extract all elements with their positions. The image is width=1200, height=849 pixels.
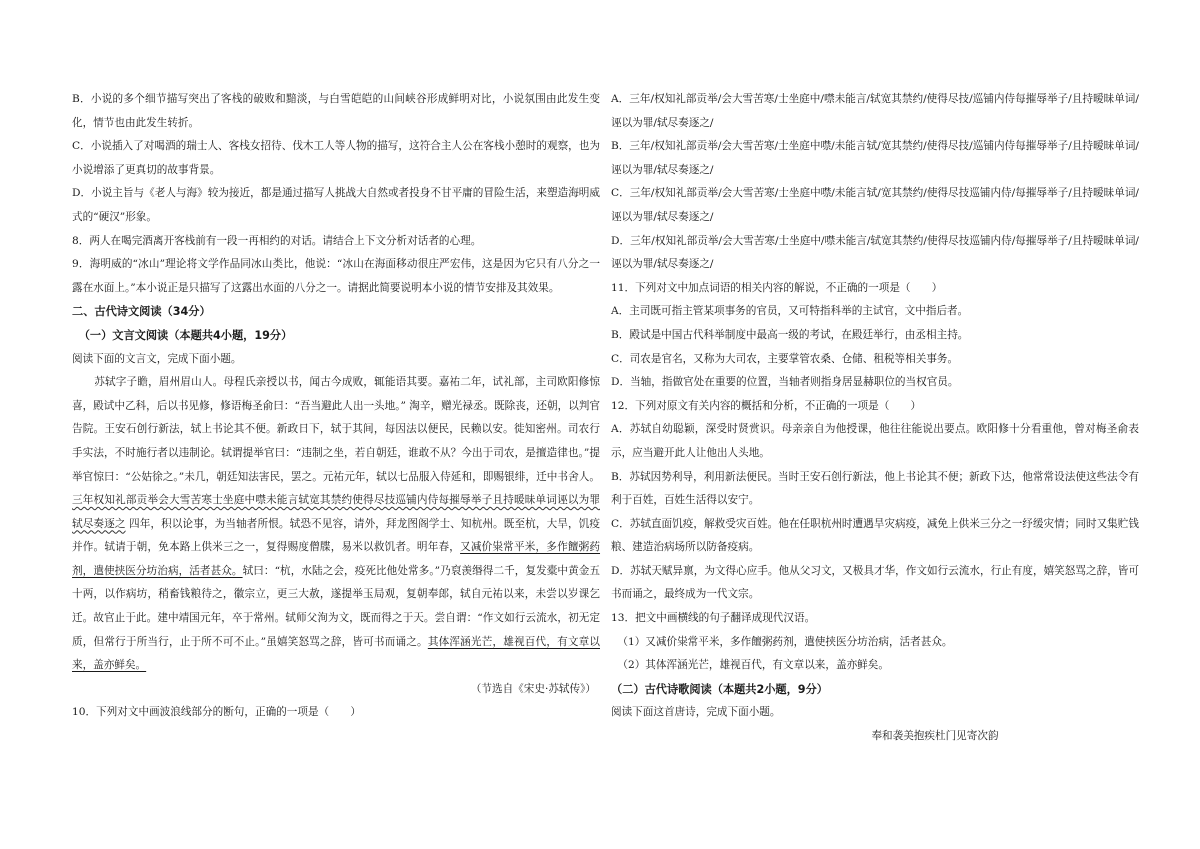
q10-option-c: C．三年/权知礼部贡举/会大雪苦寒/士坐庭中噤/未能言轼/宽其禁约/使得尽技巡铺内侍/每摧辱举子/且持暧昧单词/诬以为罪/轼尽奏逐之/ bbox=[611, 187, 1139, 223]
q7-option-d: D．小说主旨与《老人与海》较为接近，都是通过描写人挑战大自然或者投身不甘平庸的冒险生活，来塑造海明威式的“硬汉”形象。 bbox=[72, 187, 600, 223]
classical-passage bbox=[72, 371, 600, 678]
q12-option-b: B．苏轼因势利导，利用新法便民。当时王安石创行新法，他上书论其不便；新政下达，他常常设法使这些法令有利于百姓，百姓生活得以安宁。 bbox=[611, 470, 1139, 507]
q10-option-d: D．三年/权知礼部贡举/会大雪苦寒/士坐庭中/噤未能言/轼宽其禁约/使得尽技巡铺内侍/每摧辱举子/且持暧昧单词/诬以为罪/轼尽奏逐之/ bbox=[611, 234, 1139, 271]
right-column bbox=[611, 88, 1139, 749]
q11-option-c: C．司农是官名，又称为大司农，主要掌管农桑、仓储、租税等相关事务。 bbox=[611, 352, 959, 365]
question-10: 10．下列对文中画波浪线部分的断句，正确的一项是（ ） bbox=[72, 706, 361, 719]
wavy-underlined-text: 三年权知礼部贡举会大雪苦寒士坐庭中噤未能言轼宽其禁约使得尽技巡铺内侍每摧辱举子且持暖昧单词诬以为罪轼尽奏逐之 bbox=[72, 494, 600, 530]
question-9: 9．海明威的“冰山”理论将文学作品同冰山类比，他说：“冰山在海面移动很庄严宏伟，这是因为它只有八分之一露在水面上。”本小说正是只描写了这露出水面的八分之一。请据此简要说明本小说的情节安排及其效果。 bbox=[72, 258, 600, 294]
q13-item-2: （2）其体浑涵光芒，雄视百代，有文章以来，盖亦鲜矣。 bbox=[617, 659, 889, 672]
q10-option-b: B．三年/权知礼部贡举/会大雪苦寒/士坐庭中噤/未能言轼/宽其禁约/使得尽技/巡铺内侍每摧辱举子/且持暧昧单词/诬以为罪/轼尽奏逐之/ bbox=[611, 140, 1139, 176]
question-12: 12．下列对原文有关内容的概括和分析，不正确的一项是（ ） bbox=[611, 399, 922, 412]
q11-option-d: D．当轴，指做官处在重要的位置，当轴者则指身居显赫职位的当权官员。 bbox=[611, 376, 959, 389]
underlined-sentence-2: 其体浑涵光芒，雄视百代，有文章以来，盖亦鲜矣。 bbox=[72, 635, 600, 672]
section-2-1-heading: （一）文言文阅读（本题共4小题，19分） bbox=[78, 328, 293, 342]
underlined-sentence-1: 又减价粜常平米，多作饘粥药剂，遣使挟医分坊治病，活者甚众。 bbox=[72, 541, 601, 577]
poem-title: 奉和袭美抱疾杜门见寄次韵 bbox=[871, 730, 999, 743]
q12-option-c: C．苏轼直面饥疫，解救受灾百姓。他在任职杭州时遭遇旱灾病疫，减免上供米三分之一纾缓灾情；同时又集贮钱粮、建造治病场所以防备疫病。 bbox=[611, 517, 1139, 554]
q7-option-c: C．小说插入了对喝酒的瑞士人、客栈女招待、伐木工人等人物的描写，这符合主人公在客栈小憩时的观察，也为小说增添了更真切的故事背景。 bbox=[72, 140, 600, 176]
question-8: 8．两人在喝完酒离开客栈前有一段一再相约的对话。请结合上下文分析对话者的心理。 bbox=[72, 234, 482, 247]
question-13: 13．把文中画横线的句子翻译成现代汉语。 bbox=[611, 612, 816, 625]
q10-option-a: A．三年/权知礼部贡举/会大雪苦寒/士坐庭中/噤未能言/轼宽其禁约/使得尽技/巡铺内侍每摧辱举子/且持暧昧单词/诬以为罪/轼尽奏逐之/ bbox=[611, 93, 1139, 129]
passage-source: （节选自《宋史·苏轼传》） bbox=[470, 682, 596, 695]
passage-part-a: 苏轼字子瞻，眉州眉山人。母程氏亲授以书，闻古今成败，辄能语其要。嘉祐二年，试礼部，主司欧阳修惊喜，殿试中乙科，后以书见修，修语梅圣俞曰：“吾当避此人出一头地。” 淘辛，赠光禄丞。既除丧，还朝，以判官告院。王安石创行新法，轼上书论其不便。新政日下，轼于其间，每因法以便民，民赖以安。徙知密州。司农行手实法，不时施行者以违制论。轼谓提举官曰：“违制之坐，若自朝廷，谁敢不从？今出于司农，是擅造律也。”提举官惊曰：“公姑徐之。”未几，朝廷知法害民，罢之。元祐元年，轼以七品服入侍延和，即赐银绯，迁中书舍人。 bbox=[72, 376, 600, 483]
q11-option-a: A．主司既可指主管某项事务的官员，又可特指科举的主试官，文中指后者。 bbox=[611, 305, 969, 318]
passage-part-c: 轼曰：“杭，水陆之会，疫死比他处常多。”乃裒羡缗得二千，复发橐中黄金五十两，以作病坊，稍畜钱粮待之，徽宗立，更三大赦，遂提举玉局观，复朝奉郎，轼自元祐以来，未尝以岁课乞迁。故官止于此。建中靖国元年，卒于常州。轼师父洵为文，既而得之于天。尝自谓：“作文如行云流水，初无定质，但常行于所当行，止于所不可不止。”虽嬉笑怒骂之辞，皆可书而诵之。 bbox=[72, 564, 601, 648]
section-2-2-heading: （二）古代诗歌阅读（本题共2小题，9分） bbox=[611, 682, 828, 696]
q12-option-a: A．苏轼自幼聪颖，深受时贤赏识。母亲亲自为他授课，他往往能说出要点。欧阳修十分看重他，曾对梅圣俞表示，应当避开此人让他出人头地。 bbox=[611, 423, 1139, 459]
q11-option-b: B．殿试是中国古代科举制度中最高一级的考试，在殿廷举行，由丞相主持。 bbox=[611, 328, 969, 341]
q7-option-b: B．小说的多个细节描写突出了客栈的破败和黯淡，与白雪皑皑的山间峡谷形成鲜明对比，小说氛围由此发生变化，情节也由此发生转折。 bbox=[72, 93, 600, 129]
q13-item-1: （1）又减价粜常平米，多作饘粥药剂，遣使挟医分坊治病，活者甚众。 bbox=[617, 635, 953, 648]
q12-option-d: D．苏轼天赋异禀，为文得心应手。他从父习文，又极具才华，作文如行云流水，行止有度，嬉笑怒骂之辞，皆可书而诵之，最终成为一代文宗。 bbox=[611, 564, 1139, 601]
left-column bbox=[72, 88, 600, 725]
passage-part-b: 四年，积以论事，为当轴者所恨。轼恐不见容，请外，拜龙图阁学士、知杭州。既至杭，大旱，饥疫并作。轼请于朝，免本路上供米三之一，复得赐度僧牒，易米以救饥者。明年春， bbox=[72, 517, 601, 554]
reading-instruction: 阅读下面的文言文，完成下面小题。 bbox=[72, 352, 242, 365]
question-11: 11．下列对文中加点词语的相关内容的解说，不正确的一项是（ ） bbox=[611, 281, 943, 294]
section-2-heading: 二、古代诗文阅读（34分） bbox=[72, 305, 211, 319]
poem-instruction: 阅读下面这首唐诗，完成下面小题。 bbox=[611, 706, 781, 719]
